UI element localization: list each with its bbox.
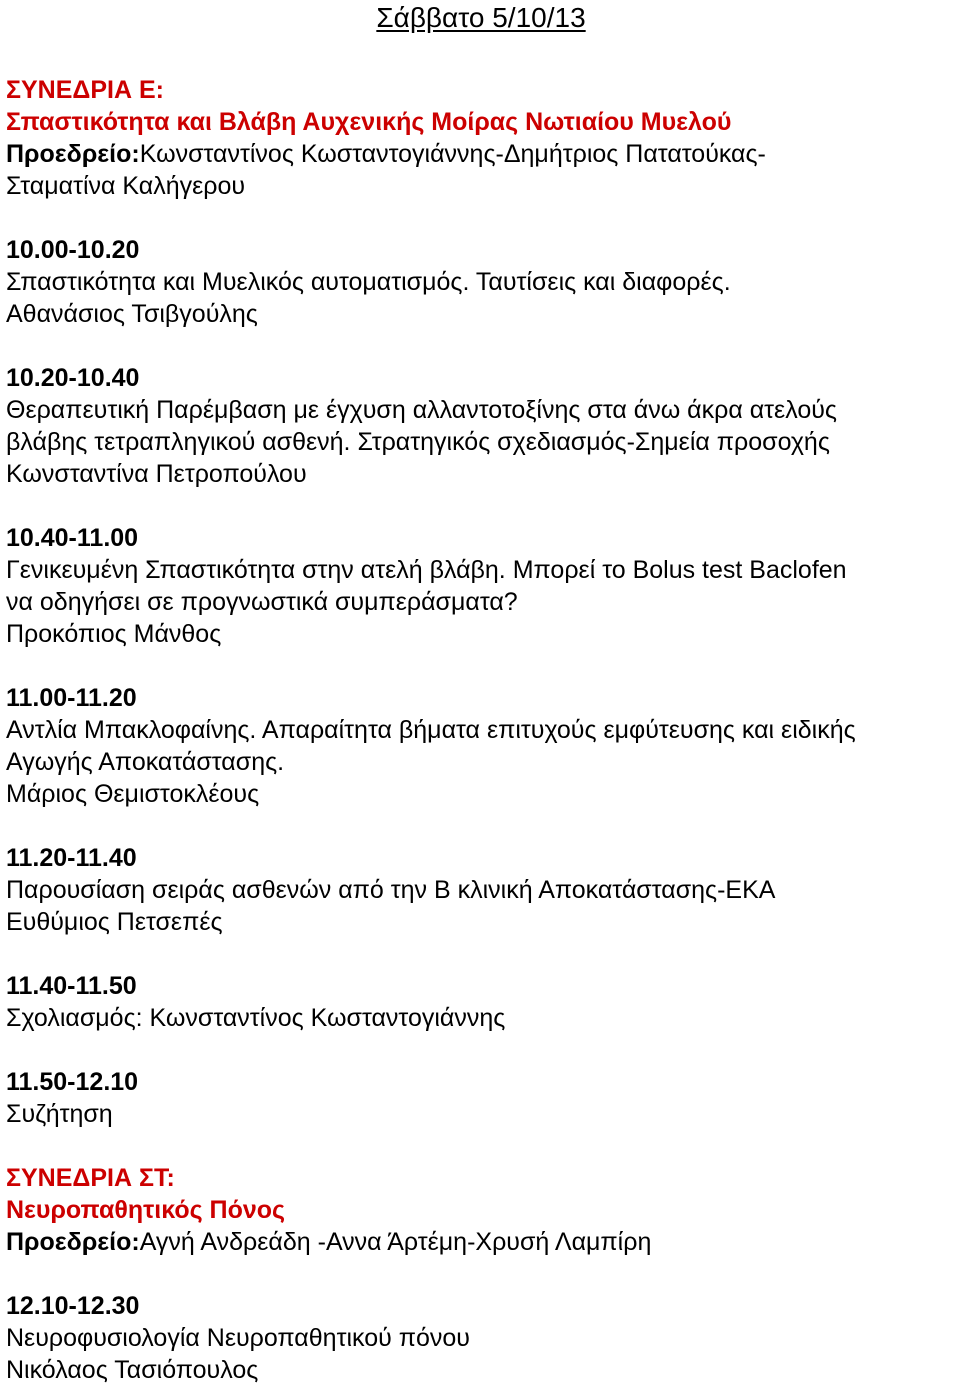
session-label: ΣΥΝΕΔΡΙΑ ΣΤ: xyxy=(6,1164,175,1192)
talk-line: Νευροφυσιολογία Νευροπαθητικού πόνου xyxy=(6,1324,470,1352)
session-st xyxy=(6,1162,956,1386)
talk-time: 11.40-11.50 xyxy=(6,972,137,1000)
talk-speaker: Μάριος Θεμιστοκλέους xyxy=(6,780,260,808)
talk-time: 10.40-11.00 xyxy=(6,524,139,552)
talk-time: 10.00-10.20 xyxy=(6,236,140,264)
session-e xyxy=(6,74,956,1130)
chairs-line-continued: Σταματίνα Καλήγερου xyxy=(6,172,246,200)
talk xyxy=(6,970,956,1034)
talk xyxy=(6,682,956,810)
session-title: Νευροπαθητικός Πόνος xyxy=(6,1196,286,1224)
talk-line: βλάβης τετραπληγικού ασθενή. Στρατηγικός σχεδιασμός-Σημεία προσοχής xyxy=(6,428,830,456)
talk-time: 11.50-12.10 xyxy=(6,1068,139,1096)
talk xyxy=(6,842,956,938)
chairs-line: Προεδρείο:Κωνσταντίνος Κωσταντογιάννης-Δημήτριος Πατατούκας- xyxy=(6,140,766,168)
talk xyxy=(6,522,956,650)
session-title: Σπαστικότητα και Βλάβη Αυχενικής Μοίρας Νωτιαίου Μυελού xyxy=(6,108,732,136)
talk-line: Παρουσίαση σειράς ασθενών από την Β κλινική Αποκατάστασης-ΕΚΑ xyxy=(6,876,776,904)
talk-speaker: Νικόλαος Τασιόπουλος xyxy=(6,1356,259,1384)
talk-time: 10.20-10.40 xyxy=(6,364,140,392)
talk-line: Αντλία Μπακλοφαίνης. Απαραίτητα βήματα επιτυχούς εμφύτευσης και ειδικής xyxy=(6,716,856,744)
talk xyxy=(6,362,956,490)
talk-line: Σχολιασμός: Κωνσταντίνος Κωσταντογιάννης xyxy=(6,1004,506,1032)
talk-speaker: Κωνσταντίνα Πετροπούλου xyxy=(6,460,307,488)
date-heading: Σάββατο 5/10/13 xyxy=(376,2,586,33)
talk-line: να οδηγήσει σε προγνωστικά συμπεράσματα? xyxy=(6,588,518,616)
talk-line: Συζήτηση xyxy=(6,1100,113,1128)
chairs-line: Προεδρείο:Αγνή Ανδρεάδη -Αννα Άρτέμη-Χρυσή Λαμπίρη xyxy=(6,1228,652,1256)
document-page xyxy=(6,0,956,1386)
talk-line: Γενικευμένη Σπαστικότητα στην ατελή βλάβη. Μπορεί το Bolus test Baclofen xyxy=(6,556,847,584)
talk-line: Σπαστικότητα και Μυελικός αυτοματισμός. Ταυτίσεις και διαφορές. xyxy=(6,268,731,296)
talk-time: 11.20-11.40 xyxy=(6,844,137,872)
talk-line: Αγωγής Αποκατάστασης. xyxy=(6,748,285,776)
talk-time: 12.10-12.30 xyxy=(6,1292,140,1320)
talk xyxy=(6,234,956,330)
talk-line: Θεραπευτική Παρέμβαση με έγχυση αλλαντοτοξίνης στα άνω άκρα ατελούς xyxy=(6,396,837,424)
talk xyxy=(6,1066,956,1130)
talk xyxy=(6,1290,956,1386)
talk-speaker: Προκόπιος Μάνθος xyxy=(6,620,222,648)
talk-speaker: Αθανάσιος Τσιβγούλης xyxy=(6,300,258,328)
talk-time: 11.00-11.20 xyxy=(6,684,137,712)
talk-speaker: Ευθύμιος Πετσεπές xyxy=(6,908,223,936)
session-label: ΣΥΝΕΔΡΙΑ Ε: xyxy=(6,76,164,104)
